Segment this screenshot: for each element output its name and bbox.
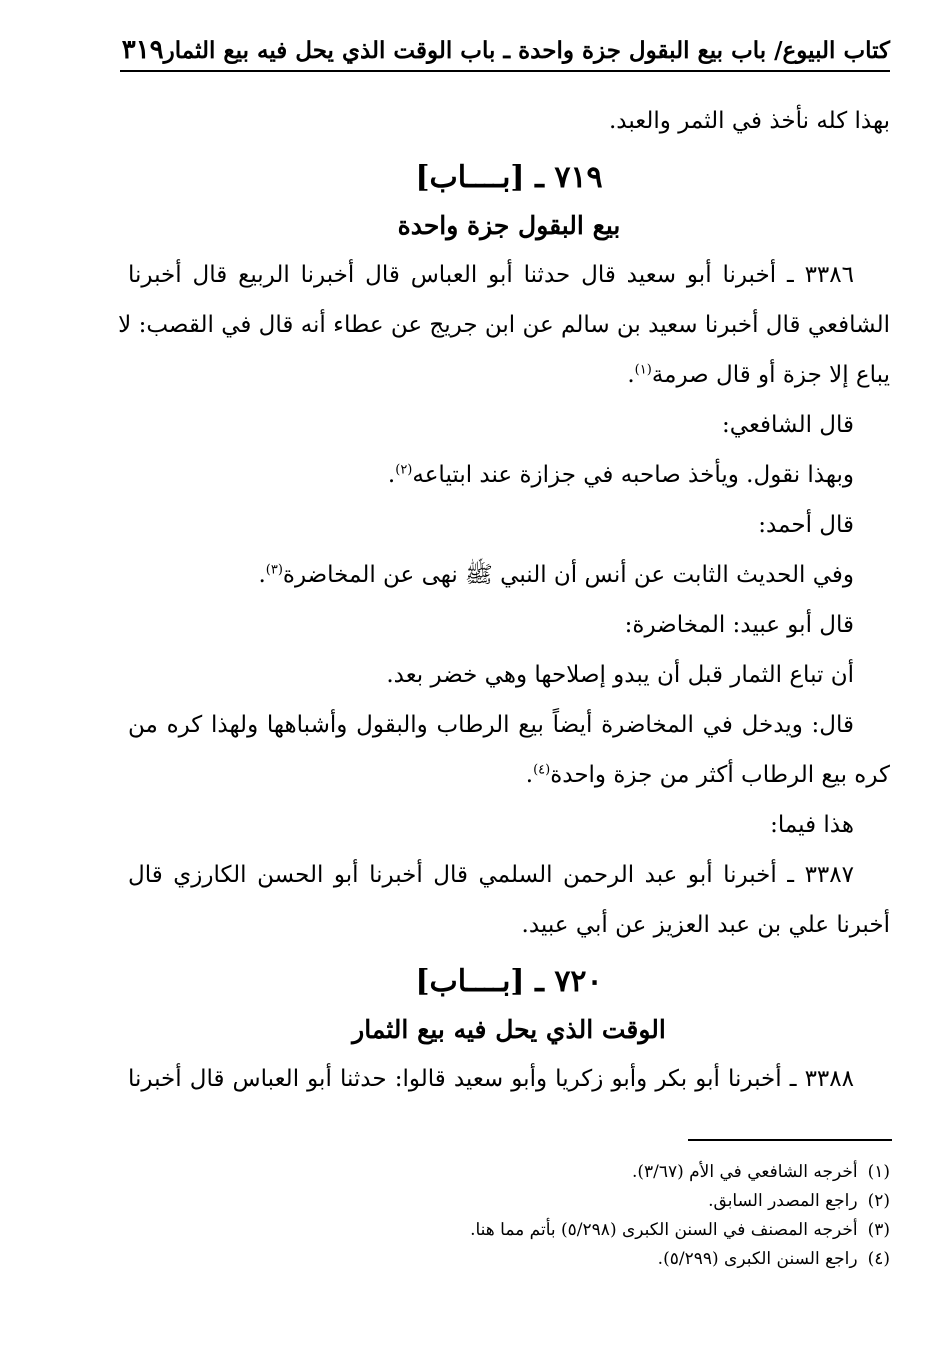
ahmad-label: قال أحمد: — [758, 512, 854, 538]
hadith-3387-line-1: ٣٣٨٧ ـ أخبرنا أبو عبد الرحمن السلمي قال أخبرنا أبو الحسن الكارزي قال — [128, 862, 854, 888]
shafii-statement — [128, 450, 890, 500]
qala-line-1: قال: ويدخل في المخاضرة أيضاً بيع الرطاب والبقول وأشباهها ولهذا كره من — [128, 712, 854, 738]
body-text — [118, 96, 890, 1104]
shafii-label: قال الشافعي: — [722, 412, 854, 438]
footnote-number: (٢) — [867, 1191, 890, 1211]
footnotes — [380, 1158, 890, 1274]
footnote-text: راجع المصدر السابق. — [708, 1191, 858, 1211]
footnote-ref-2[interactable]: (٢) — [395, 462, 413, 478]
header-title: كتاب البيوع/ باب بيع البقول جزة واحدة ـ باب الوقت الذي يحل فيه بيع الثمار — [163, 36, 890, 64]
hadith-statement — [128, 550, 890, 600]
hadith-3386-text: يباع إلا جزة أو قال صرمة — [651, 362, 890, 388]
footnote-4 — [380, 1245, 890, 1274]
footnote-divider — [688, 1139, 892, 1141]
hadha-fima: هذا فيما: — [770, 812, 854, 838]
period: . — [627, 362, 635, 388]
chapter-subtitle-720: الوقت الذي يحل فيه بيع الثمار — [352, 1015, 666, 1044]
period: . — [258, 562, 266, 588]
footnote-3 — [380, 1216, 890, 1245]
period: . — [525, 762, 534, 788]
hadith-3386-line-1: ٣٣٨٦ ـ أخبرنا أبو سعيد قال حدثنا أبو العباس قال أخبرنا الربيع قال أخبرنا — [128, 262, 854, 288]
chapter-heading-719: ٧١٩ ـ [بــــاب] — [415, 160, 603, 195]
running-header — [120, 30, 890, 72]
definition-text: أن تباع الثمار قبل أن يبدو إصلاحها وهي خضر بعد. — [386, 662, 854, 688]
page-number: ٣١٩ — [121, 35, 164, 65]
hadith-3386-line-3 — [128, 350, 890, 400]
period: . — [387, 462, 396, 488]
abu-ubaid-label: قال أبو عبيد: المخاضرة: — [624, 612, 854, 638]
text-line: بهذا كله نأخذ في الثمر والعبد. — [608, 108, 890, 134]
footnote-ref-4[interactable]: (٤) — [533, 762, 551, 778]
shafii-text: وبهذا نقول. ويأخذ صاحبه في جزازة عند ابتياعه — [412, 462, 854, 488]
footnote-text: راجع السنن الكبرى (٥/٢٩٩). — [657, 1249, 858, 1269]
hadith-3386-line-2: الشافعي قال أخبرنا سعيد بن سالم عن ابن جريج عن عطاء أنه قال في القصب: لا — [118, 312, 890, 338]
qala-line-2 — [128, 750, 890, 800]
footnote-ref-1[interactable]: (١) — [634, 362, 652, 378]
qala-text: كره بيع الرطاب أكثر من جزة واحدة — [550, 762, 890, 788]
chapter-heading-720: ٧٢٠ ـ [بــــاب] — [415, 964, 603, 999]
hadith-3388-line-1: ٣٣٨٨ ـ أخبرنا أبو بكر وأبو زكريا وأبو سعيد قالوا: حدثنا أبو العباس قال أخبرنا — [128, 1066, 854, 1092]
footnote-ref-3[interactable]: (٣) — [265, 562, 283, 578]
hadith-3387-line-2: أخبرنا علي بن عبد العزيز عن أبي عبيد. — [521, 912, 890, 938]
footnote-1 — [380, 1158, 890, 1187]
footnote-number: (١) — [867, 1162, 890, 1182]
footnote-2 — [380, 1187, 890, 1216]
footnote-text: أخرجه المصنف في السنن الكبرى (٥/٢٩٨) بأتم مما هنا. — [470, 1220, 858, 1240]
hadith-text: وفي الحديث الثابت عن أنس أن النبي ﷺ نهى عن المخاضرة — [282, 562, 854, 588]
footnote-number: (٣) — [867, 1220, 890, 1240]
footnote-number: (٤) — [867, 1249, 890, 1269]
footnote-text: أخرجه الشافعي في الأم (٣/٦٧). — [631, 1162, 858, 1182]
chapter-subtitle-719: بيع البقول جزة واحدة — [397, 211, 621, 240]
